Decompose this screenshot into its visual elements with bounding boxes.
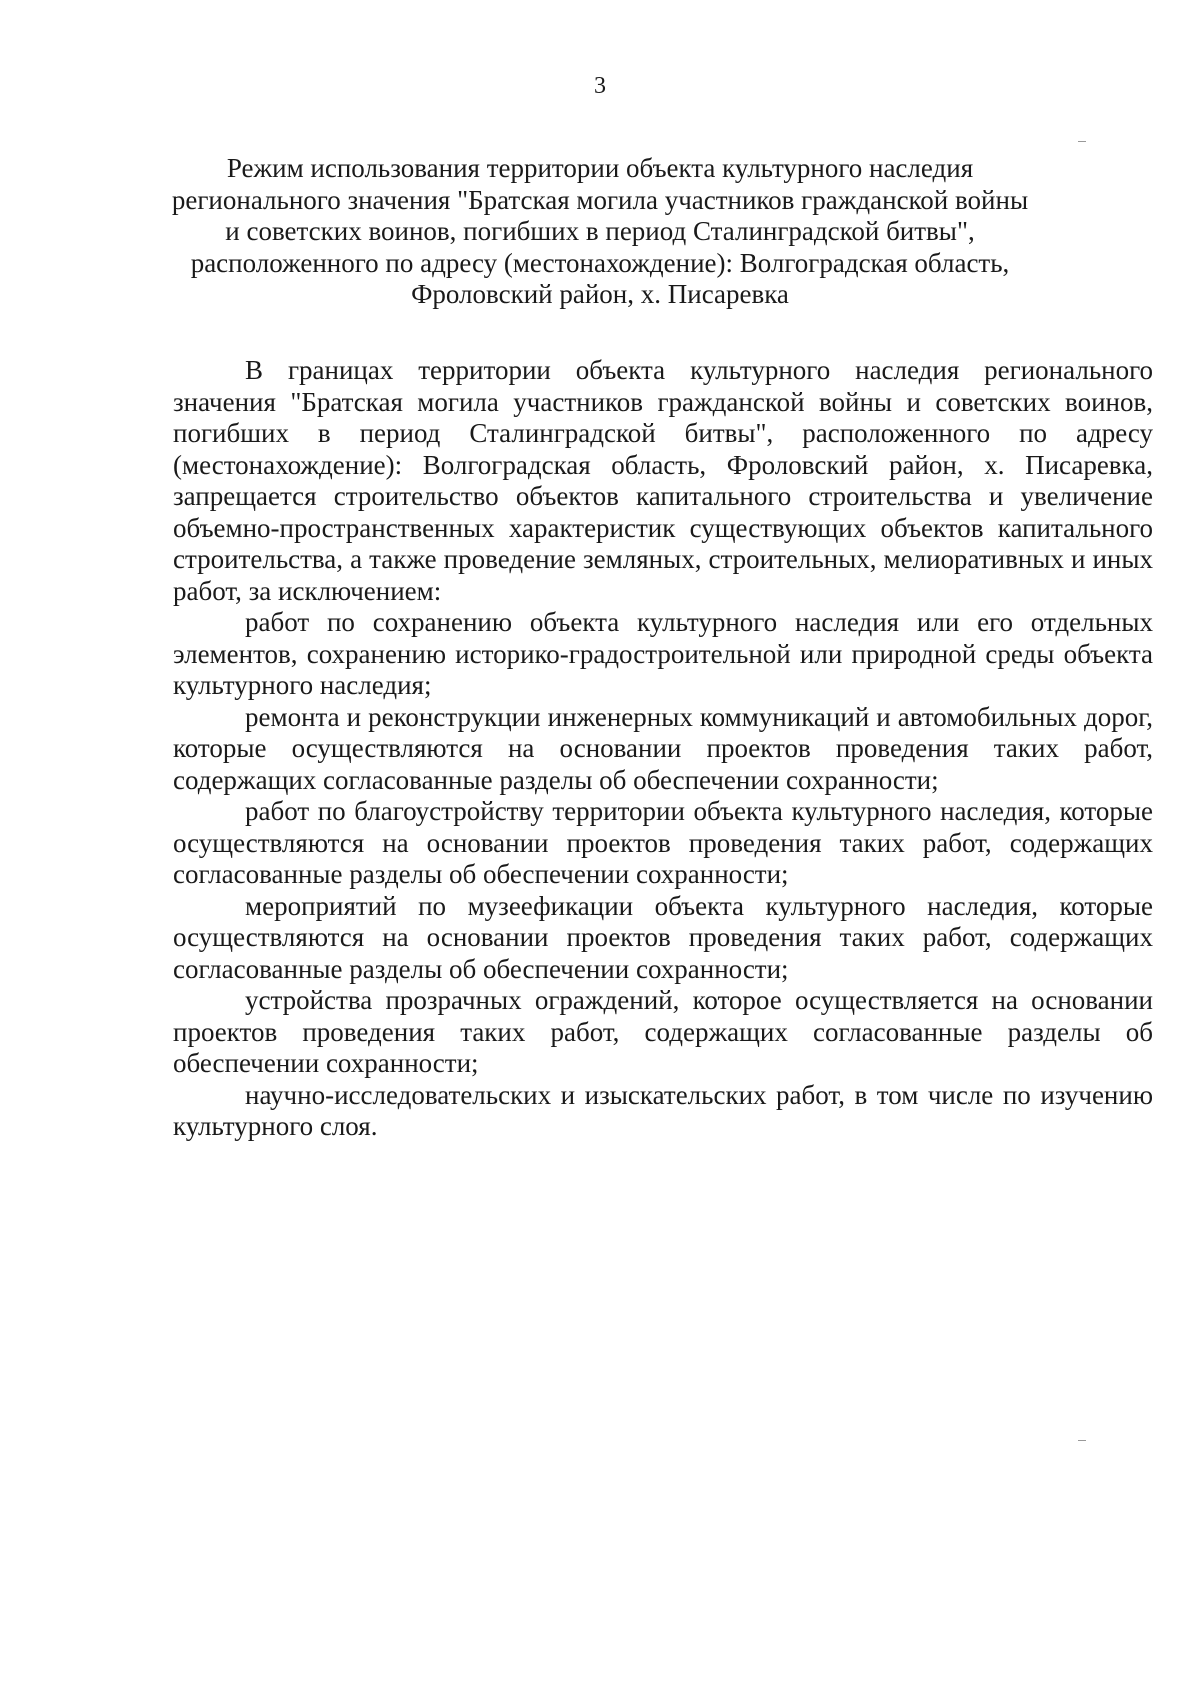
title-line: Фроловский район, х. Писаревка — [411, 279, 789, 309]
body-paragraph-exception: мероприятий по музеефикации объекта культурного наследия, которые осуществляются на основании проектов проведения таких работ, содержащих согласованные разделы об обеспечении сохранности; — [173, 890, 1153, 984]
document-body — [173, 355, 1153, 1143]
body-paragraph-exception: работ по сохранению объекта культурного наследия или его отдельных элементов, сохранению историко-градостроительной или природной среды объекта культурного наследия; — [173, 607, 1153, 700]
title-line: регионального значения "Братская могила участников гражданской войны — [171, 184, 1029, 215]
title-line: и советских воинов, погибших в период Сталинградской битвы", — [225, 216, 975, 246]
body-paragraph-exception: работ по благоустройству территории объекта культурного наследия, которые осуществляются на основании проектов проведения таких работ, содержащих согласованные разделы об обеспечении сохранности; — [173, 796, 1153, 889]
title-line: расположенного по адресу (местонахождение): Волгоградская область, — [190, 247, 1010, 278]
body-paragraph-exception: ремонта и реконструкции инженерных коммуникаций и автомобильных дорог, которые осуществляются на основании проектов проведения таких работ, содержащих согласованные разделы об обеспечении сохранности; — [173, 701, 1153, 795]
document-title — [150, 153, 1050, 311]
page-number: 3 — [594, 73, 606, 99]
scan-artifact — [1078, 1440, 1086, 1441]
body-paragraph-exception: устройства прозрачных ограждений, которое осуществляется на основании проектов проведения таких работ, содержащих согласованные разделы об обеспечении сохранности; — [173, 985, 1153, 1078]
body-paragraph-exception: научно-исследовательских и изыскательских работ, в том числе по изучению культурного слоя. — [173, 1079, 1153, 1141]
body-paragraph-intro: В границах территории объекта культурного наследия регионального значения "Братская могила участников гражданской войны и советских воинов, погибших в период Сталинградской битвы", расположенного по адресу (местонахождение): Волгоградская область, Фроловский район, х. Писаревка, запрещается строительство объектов капитального строительства и увеличение объемно-пространственных характеристик существующих объектов капитального строительства, а также проведение земляных, строительных, мелиоративных и иных работ, за исключением: — [173, 355, 1153, 606]
scan-artifact — [1078, 141, 1086, 142]
title-line: Режим использования территории объекта культурного наследия — [226, 153, 974, 183]
